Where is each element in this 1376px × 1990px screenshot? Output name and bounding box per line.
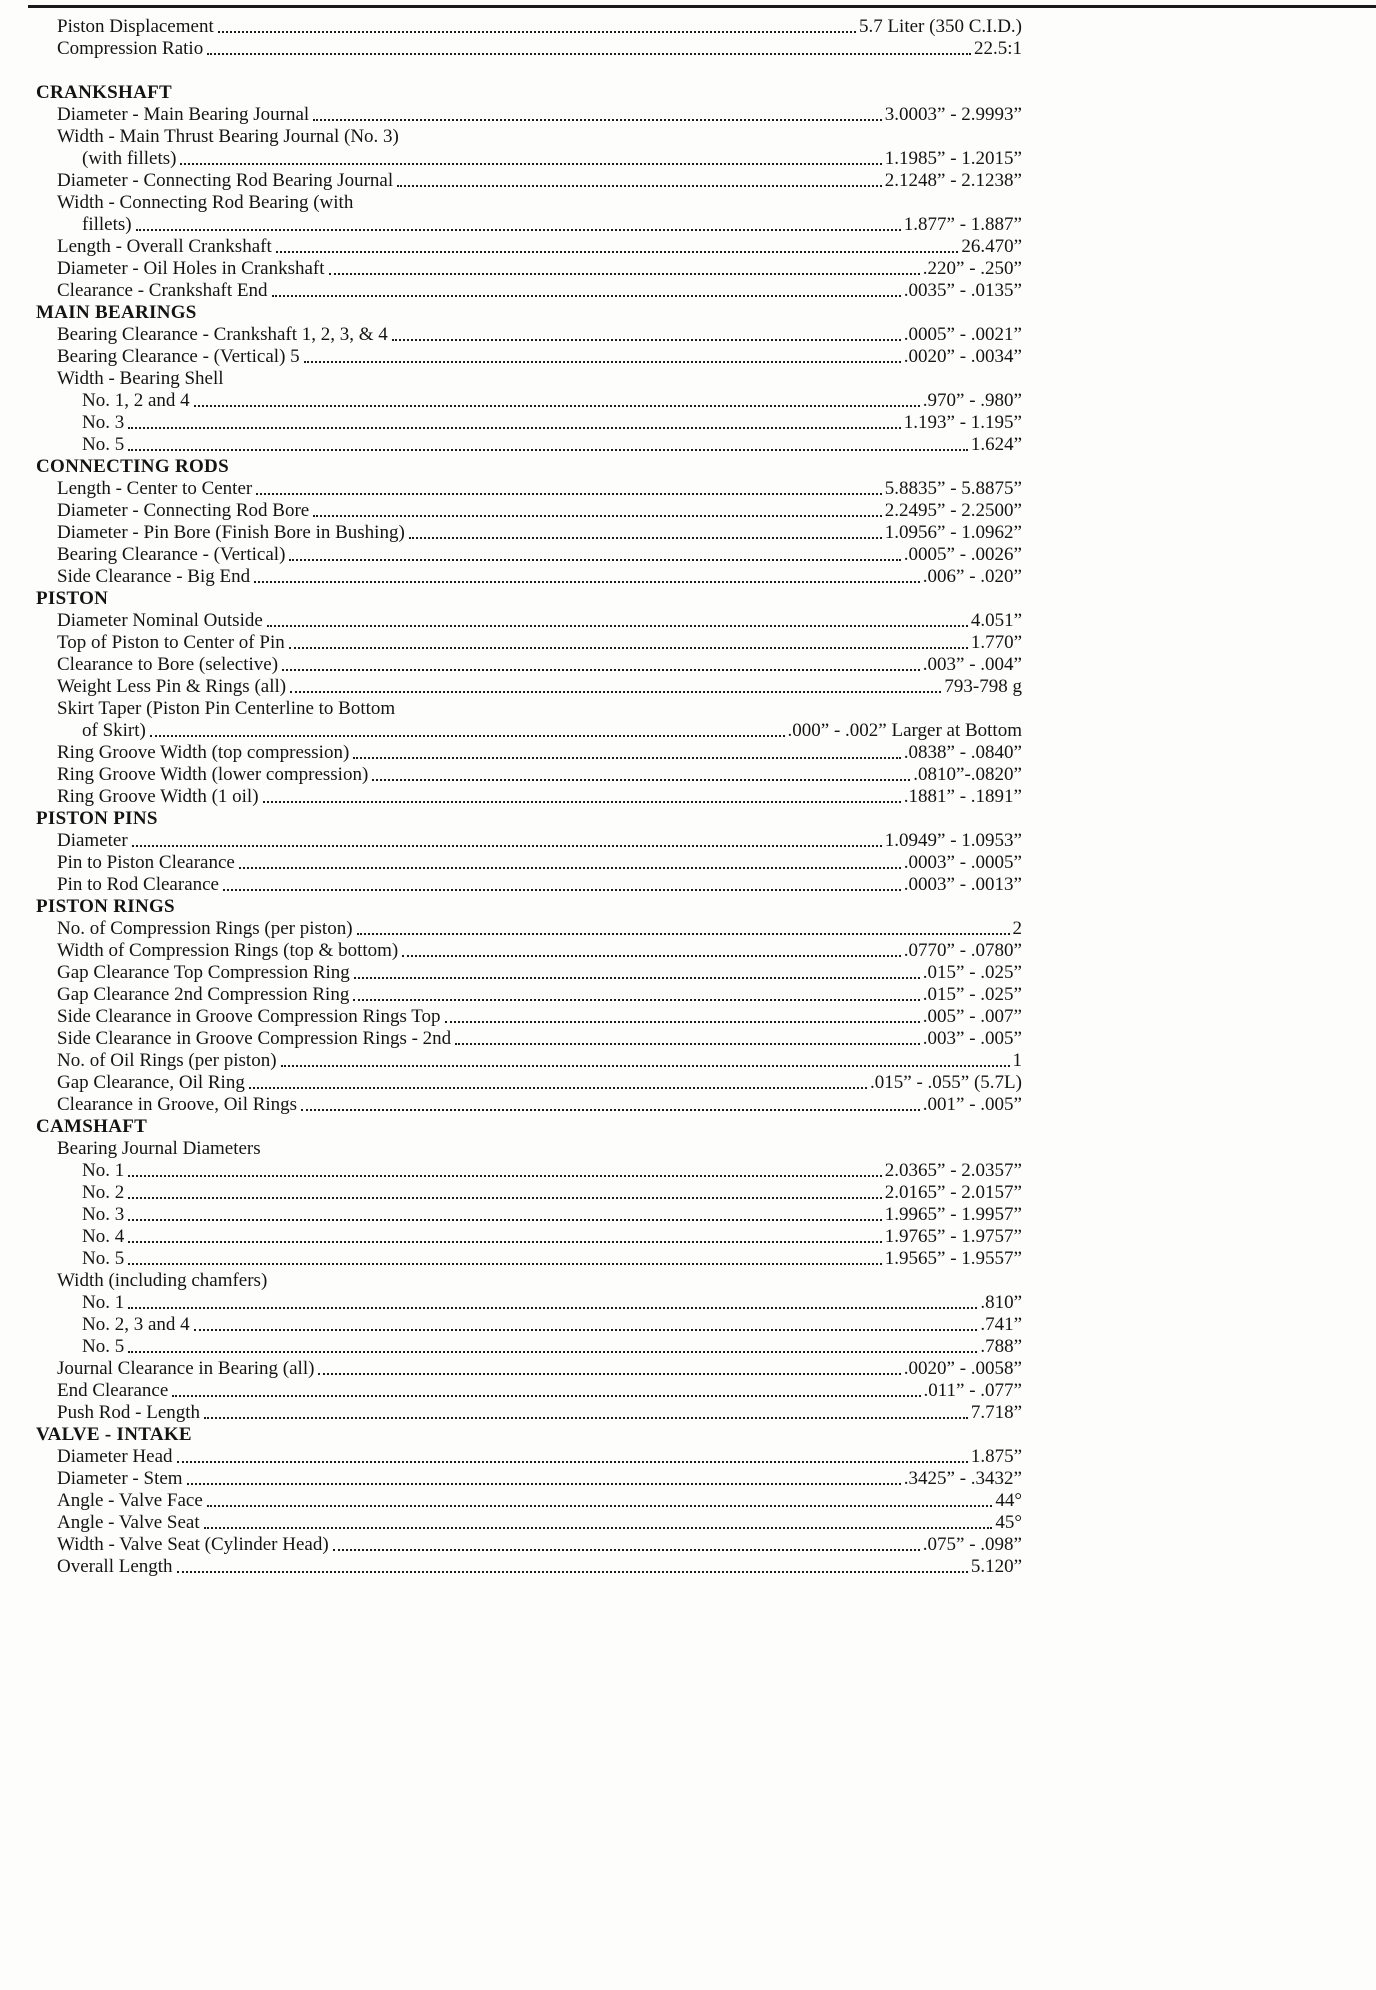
dot-leader (128, 1351, 977, 1353)
dot-leader (239, 867, 901, 869)
dot-leader (187, 1483, 901, 1485)
spec-value: .000” - .002” Larger at Bottom (787, 720, 1022, 741)
dot-leader (276, 251, 959, 253)
spec-label: Gap Clearance Top Compression Ring (57, 962, 350, 983)
dot-leader (455, 1043, 920, 1045)
spec-row (36, 1292, 1022, 1314)
dot-leader (313, 515, 882, 517)
dot-leader (249, 1087, 867, 1089)
spec-row (36, 1006, 1022, 1028)
dot-leader (289, 559, 900, 561)
spec-section (36, 302, 1022, 456)
spec-value: 44° (995, 1490, 1022, 1511)
dot-leader (180, 163, 881, 165)
spec-row (36, 918, 1022, 940)
spec-row (36, 1336, 1022, 1358)
dot-leader (409, 537, 882, 539)
spec-row (36, 192, 1022, 214)
spec-value: .015” - .055” (5.7L) (870, 1072, 1022, 1093)
spec-row (36, 874, 1022, 896)
spec-row (36, 1270, 1022, 1292)
spec-label: (with fillets) (82, 148, 177, 169)
spec-label: Width - Bearing Shell (57, 368, 224, 389)
spec-section (36, 456, 1022, 588)
spec-value: .003” - .005” (922, 1028, 1022, 1049)
dot-leader (218, 31, 856, 33)
spec-row (36, 1402, 1022, 1424)
spec-row (36, 324, 1022, 346)
spec-label: Skirt Taper (Piston Pin Centerline to Bottom (57, 698, 396, 719)
spec-value: .788” (980, 1336, 1022, 1357)
spec-label: Piston Displacement (57, 16, 214, 37)
spec-value: .0020” - .0034” (903, 346, 1022, 367)
spec-label: Width of Compression Rings (top & bottom) (57, 940, 399, 961)
spec-value: .0838” - .0840” (903, 742, 1022, 763)
spec-section (36, 588, 1022, 808)
spec-row (36, 258, 1022, 280)
spec-label: No. 1 (82, 1292, 125, 1313)
spec-row (36, 1556, 1022, 1578)
dot-leader (445, 1021, 920, 1023)
spec-row (36, 170, 1022, 192)
spec-value: .741” (980, 1314, 1022, 1335)
spec-label: Weight Less Pin & Rings (all) (57, 676, 287, 697)
dot-leader (128, 449, 968, 451)
spec-sections (36, 16, 1022, 1578)
spec-row (36, 764, 1022, 786)
spec-label: Push Rod - Length (57, 1402, 201, 1423)
spec-label: Width - Valve Seat (Cylinder Head) (57, 1534, 329, 1555)
dot-leader (304, 361, 901, 363)
spec-row (36, 1512, 1022, 1534)
dot-leader (402, 955, 901, 957)
spec-value: .0035” - .0135” (903, 280, 1022, 301)
spec-label: No. of Compression Rings (per piston) (57, 918, 353, 939)
dot-leader (397, 185, 882, 187)
spec-value: 26.470” (961, 236, 1022, 257)
spec-label: Ring Groove Width (top compression) (57, 742, 350, 763)
spec-row (36, 346, 1022, 368)
dot-leader (357, 933, 1010, 935)
spec-label: No. 1 (82, 1160, 125, 1181)
spec-label: No. 2, 3 and 4 (82, 1314, 190, 1335)
dot-leader (392, 339, 901, 341)
spec-row (36, 214, 1022, 236)
dot-leader (136, 229, 901, 231)
spec-section (36, 896, 1022, 1116)
spec-value: .0003” - .0005” (903, 852, 1022, 873)
spec-row (36, 1028, 1022, 1050)
spec-row (36, 720, 1022, 742)
spec-value: .003” - .004” (922, 654, 1022, 675)
dot-leader (272, 295, 901, 297)
spec-label: Overall Length (57, 1556, 173, 1577)
spec-label: End Clearance (57, 1380, 169, 1401)
dot-leader (329, 273, 920, 275)
dot-leader (172, 1395, 920, 1397)
dot-leader (223, 889, 901, 891)
spec-row (36, 1072, 1022, 1094)
spec-label: Journal Clearance in Bearing (all) (57, 1358, 315, 1379)
spec-label: Bearing Clearance - Crankshaft 1, 2, 3, & 4 (57, 324, 388, 345)
spec-value: .0020” - .0058” (903, 1358, 1022, 1379)
section-header: PISTON PINS (36, 808, 158, 829)
spec-label: No. 4 (82, 1226, 125, 1247)
spec-row (36, 390, 1022, 412)
spec-label: Clearance - Crankshaft End (57, 280, 268, 301)
spec-label: No. 5 (82, 1248, 125, 1269)
spec-row (36, 654, 1022, 676)
spec-value: 5.7 Liter (350 C.I.D.) (858, 16, 1022, 37)
section-header: PISTON (36, 588, 109, 609)
spec-value: 2.0165” - 2.0157” (884, 1182, 1022, 1203)
spec-value: .001” - .005” (922, 1094, 1022, 1115)
spec-value: 4.051” (970, 610, 1022, 631)
section-header: CRANKSHAFT (36, 82, 173, 103)
spec-row (36, 1358, 1022, 1380)
spec-row (36, 852, 1022, 874)
spec-row (36, 1534, 1022, 1556)
spec-value: 1.770” (970, 632, 1022, 653)
spec-label: Width - Main Thrust Bearing Journal (No. 3) (57, 126, 399, 147)
spec-value: 2 (1012, 918, 1022, 939)
spec-row (36, 500, 1022, 522)
spec-label: fillets) (82, 214, 132, 235)
spec-value: .220” - .250” (922, 258, 1022, 279)
spec-row (36, 1094, 1022, 1116)
spec-value: .810” (980, 1292, 1022, 1313)
spec-value: .0005” - .0026” (903, 544, 1022, 565)
spec-value: .005” - .007” (922, 1006, 1022, 1027)
spec-value: 1.1985” - 1.2015” (884, 148, 1022, 169)
spec-value: .0005” - .0021” (903, 324, 1022, 345)
spec-row (36, 1138, 1022, 1160)
spec-label: Diameter - Pin Bore (Finish Bore in Bushing) (57, 522, 405, 543)
spec-label: Ring Groove Width (1 oil) (57, 786, 259, 807)
spec-row (36, 610, 1022, 632)
spec-row (36, 478, 1022, 500)
dot-leader (207, 53, 971, 55)
spec-value: .3425” - .3432” (903, 1468, 1022, 1489)
spec-row (36, 104, 1022, 126)
dot-leader (128, 1241, 882, 1243)
spec-row (36, 1446, 1022, 1468)
spec-section (36, 1116, 1022, 1424)
spec-label: Diameter - Main Bearing Journal (57, 104, 310, 125)
spec-label: Length - Center to Center (57, 478, 253, 499)
spec-row (36, 984, 1022, 1006)
spec-row (36, 566, 1022, 588)
dot-leader (290, 691, 941, 693)
spec-label: Angle - Valve Face (57, 1490, 203, 1511)
spec-label: Side Clearance - Big End (57, 566, 251, 587)
spec-row (36, 434, 1022, 456)
dot-leader (128, 1307, 977, 1309)
dot-leader (353, 757, 901, 759)
spec-row (36, 1468, 1022, 1490)
dot-leader (256, 493, 882, 495)
spec-label: Diameter (57, 830, 128, 851)
spec-label: Diameter - Stem (57, 1468, 183, 1489)
dot-leader (263, 801, 901, 803)
dot-leader (128, 1197, 882, 1199)
spec-value: 1.9965” - 1.9957” (884, 1204, 1022, 1225)
dot-leader (150, 735, 785, 737)
dot-leader (204, 1527, 993, 1529)
spec-value: .015” - .025” (922, 962, 1022, 983)
spec-label: No. 5 (82, 434, 125, 455)
spec-value: 1.877” - 1.887” (903, 214, 1022, 235)
spec-label: Bearing Clearance - (Vertical) 5 (57, 346, 300, 367)
spec-label: Ring Groove Width (lower compression) (57, 764, 369, 785)
dot-leader (281, 1065, 1010, 1067)
dot-leader (128, 1263, 882, 1265)
spec-row (36, 940, 1022, 962)
spec-value: 2.2495” - 2.2500” (884, 500, 1022, 521)
spec-row (36, 412, 1022, 434)
dot-leader (128, 1175, 882, 1177)
dot-leader (289, 647, 968, 649)
section-header: MAIN BEARINGS (36, 302, 197, 323)
spec-row (36, 1204, 1022, 1226)
spec-value: .075” - .098” (922, 1534, 1022, 1555)
dot-leader (301, 1109, 920, 1111)
spec-value: 1.0949” - 1.0953” (884, 830, 1022, 851)
dot-leader (318, 1373, 900, 1375)
spec-row (36, 962, 1022, 984)
spec-value: .011” - .077” (923, 1380, 1022, 1401)
spec-value: 1.0956” - 1.0962” (884, 522, 1022, 543)
spec-label: Diameter Head (57, 1446, 173, 1467)
dot-leader (353, 999, 919, 1001)
spec-label: Compression Ratio (57, 38, 204, 59)
spec-label: No. 2 (82, 1182, 125, 1203)
spec-value: .0810”-.0820” (913, 764, 1022, 785)
spec-value: .0003” - .0013” (903, 874, 1022, 895)
spec-label: Clearance to Bore (selective) (57, 654, 279, 675)
section-header: CONNECTING RODS (36, 456, 229, 477)
dot-leader (282, 669, 920, 671)
spec-label: Clearance in Groove, Oil Rings (57, 1094, 298, 1115)
spec-label: Gap Clearance, Oil Ring (57, 1072, 245, 1093)
spec-row (36, 698, 1022, 720)
spec-row (36, 1160, 1022, 1182)
dot-leader (372, 779, 910, 781)
section-header: PISTON RINGS (36, 896, 175, 917)
spec-label: Width - Connecting Rod Bearing (with (57, 192, 354, 213)
spec-row (36, 742, 1022, 764)
dot-leader (313, 119, 882, 121)
spec-label: Diameter - Connecting Rod Bearing Journal (57, 170, 394, 191)
spec-value: 1.9565” - 1.9557” (884, 1248, 1022, 1269)
spec-section (36, 1424, 1022, 1578)
dot-leader (207, 1505, 993, 1507)
spec-label: Side Clearance in Groove Compression Rings - 2nd (57, 1028, 452, 1049)
spec-row (36, 522, 1022, 544)
spec-value: .006” - .020” (922, 566, 1022, 587)
spec-value: 1.624” (970, 434, 1022, 455)
spec-row (36, 1380, 1022, 1402)
spec-value: 7.718” (970, 1402, 1022, 1423)
spec-row (36, 16, 1022, 38)
spec-row (36, 280, 1022, 302)
spec-value: 793-798 g (944, 676, 1022, 697)
page-top-rule (28, 5, 1376, 8)
spec-label: Gap Clearance 2nd Compression Ring (57, 984, 350, 1005)
dot-leader (267, 625, 968, 627)
spec-label: Diameter Nominal Outside (57, 610, 263, 631)
spec-label: Pin to Rod Clearance (57, 874, 219, 895)
spec-value: 1.875” (970, 1446, 1022, 1467)
spec-value: .1881” - .1891” (903, 786, 1022, 807)
spec-label: Angle - Valve Seat (57, 1512, 200, 1533)
dot-leader (177, 1461, 968, 1463)
spec-row (36, 1050, 1022, 1072)
spec-section (36, 16, 1022, 60)
spec-row (36, 1314, 1022, 1336)
spec-row (36, 1226, 1022, 1248)
dot-leader (194, 1329, 978, 1331)
spec-label: Side Clearance in Groove Compression Rings Top (57, 1006, 441, 1027)
spec-row (36, 1248, 1022, 1270)
spec-value: 5.120” (970, 1556, 1022, 1577)
spec-value: .970” - .980” (922, 390, 1022, 411)
spec-label: Top of Piston to Center of Pin (57, 632, 285, 653)
dot-leader (333, 1549, 920, 1551)
spec-label: No. 1, 2 and 4 (82, 390, 190, 411)
spec-label: Width (including chamfers) (57, 1270, 268, 1291)
spec-row (36, 544, 1022, 566)
spec-label: Diameter - Oil Holes in Crankshaft (57, 258, 325, 279)
spec-row (36, 786, 1022, 808)
section-header: CAMSHAFT (36, 1116, 148, 1137)
spec-section (36, 808, 1022, 896)
spec-value: .015” - .025” (922, 984, 1022, 1005)
dot-leader (128, 427, 901, 429)
spec-value: 1.9765” - 1.9757” (884, 1226, 1022, 1247)
spec-row (36, 830, 1022, 852)
spec-row (36, 148, 1022, 170)
spec-row (36, 236, 1022, 258)
spec-row (36, 632, 1022, 654)
spec-value: 3.0003” - 2.9993” (884, 104, 1022, 125)
spec-row (36, 38, 1022, 60)
dot-leader (132, 845, 882, 847)
spec-row (36, 1182, 1022, 1204)
dot-leader (128, 1219, 882, 1221)
spec-value: 22.5:1 (973, 38, 1022, 59)
dot-leader (204, 1417, 968, 1419)
spec-label: Bearing Journal Diameters (57, 1138, 261, 1159)
spec-label: Bearing Clearance - (Vertical) (57, 544, 286, 565)
spec-label: No. 3 (82, 1204, 125, 1225)
dot-leader (354, 977, 920, 979)
spec-label: No. 5 (82, 1336, 125, 1357)
spec-value: 1 (1012, 1050, 1022, 1071)
spec-label: Pin to Piston Clearance (57, 852, 235, 873)
spec-value: 5.8835” - 5.8875” (884, 478, 1022, 499)
spec-value: 2.1248” - 2.1238” (884, 170, 1022, 191)
spec-row (36, 126, 1022, 148)
dot-leader (254, 581, 920, 583)
spec-value: 45° (995, 1512, 1022, 1533)
section-header: VALVE - INTAKE (36, 1424, 192, 1445)
spec-row (36, 676, 1022, 698)
spec-value: .0770” - .0780” (903, 940, 1022, 961)
spec-row (36, 1490, 1022, 1512)
spec-section (36, 82, 1022, 302)
dot-leader (194, 405, 920, 407)
spec-label: No. 3 (82, 412, 125, 433)
dot-leader (177, 1571, 968, 1573)
spec-label: Length - Overall Crankshaft (57, 236, 272, 257)
spec-label: of Skirt) (82, 720, 146, 741)
spec-label: No. of Oil Rings (per piston) (57, 1050, 277, 1071)
spec-value: 2.0365” - 2.0357” (884, 1160, 1022, 1181)
spec-value: 1.193” - 1.195” (903, 412, 1022, 433)
spec-row (36, 368, 1022, 390)
spec-label: Diameter - Connecting Rod Bore (57, 500, 310, 521)
